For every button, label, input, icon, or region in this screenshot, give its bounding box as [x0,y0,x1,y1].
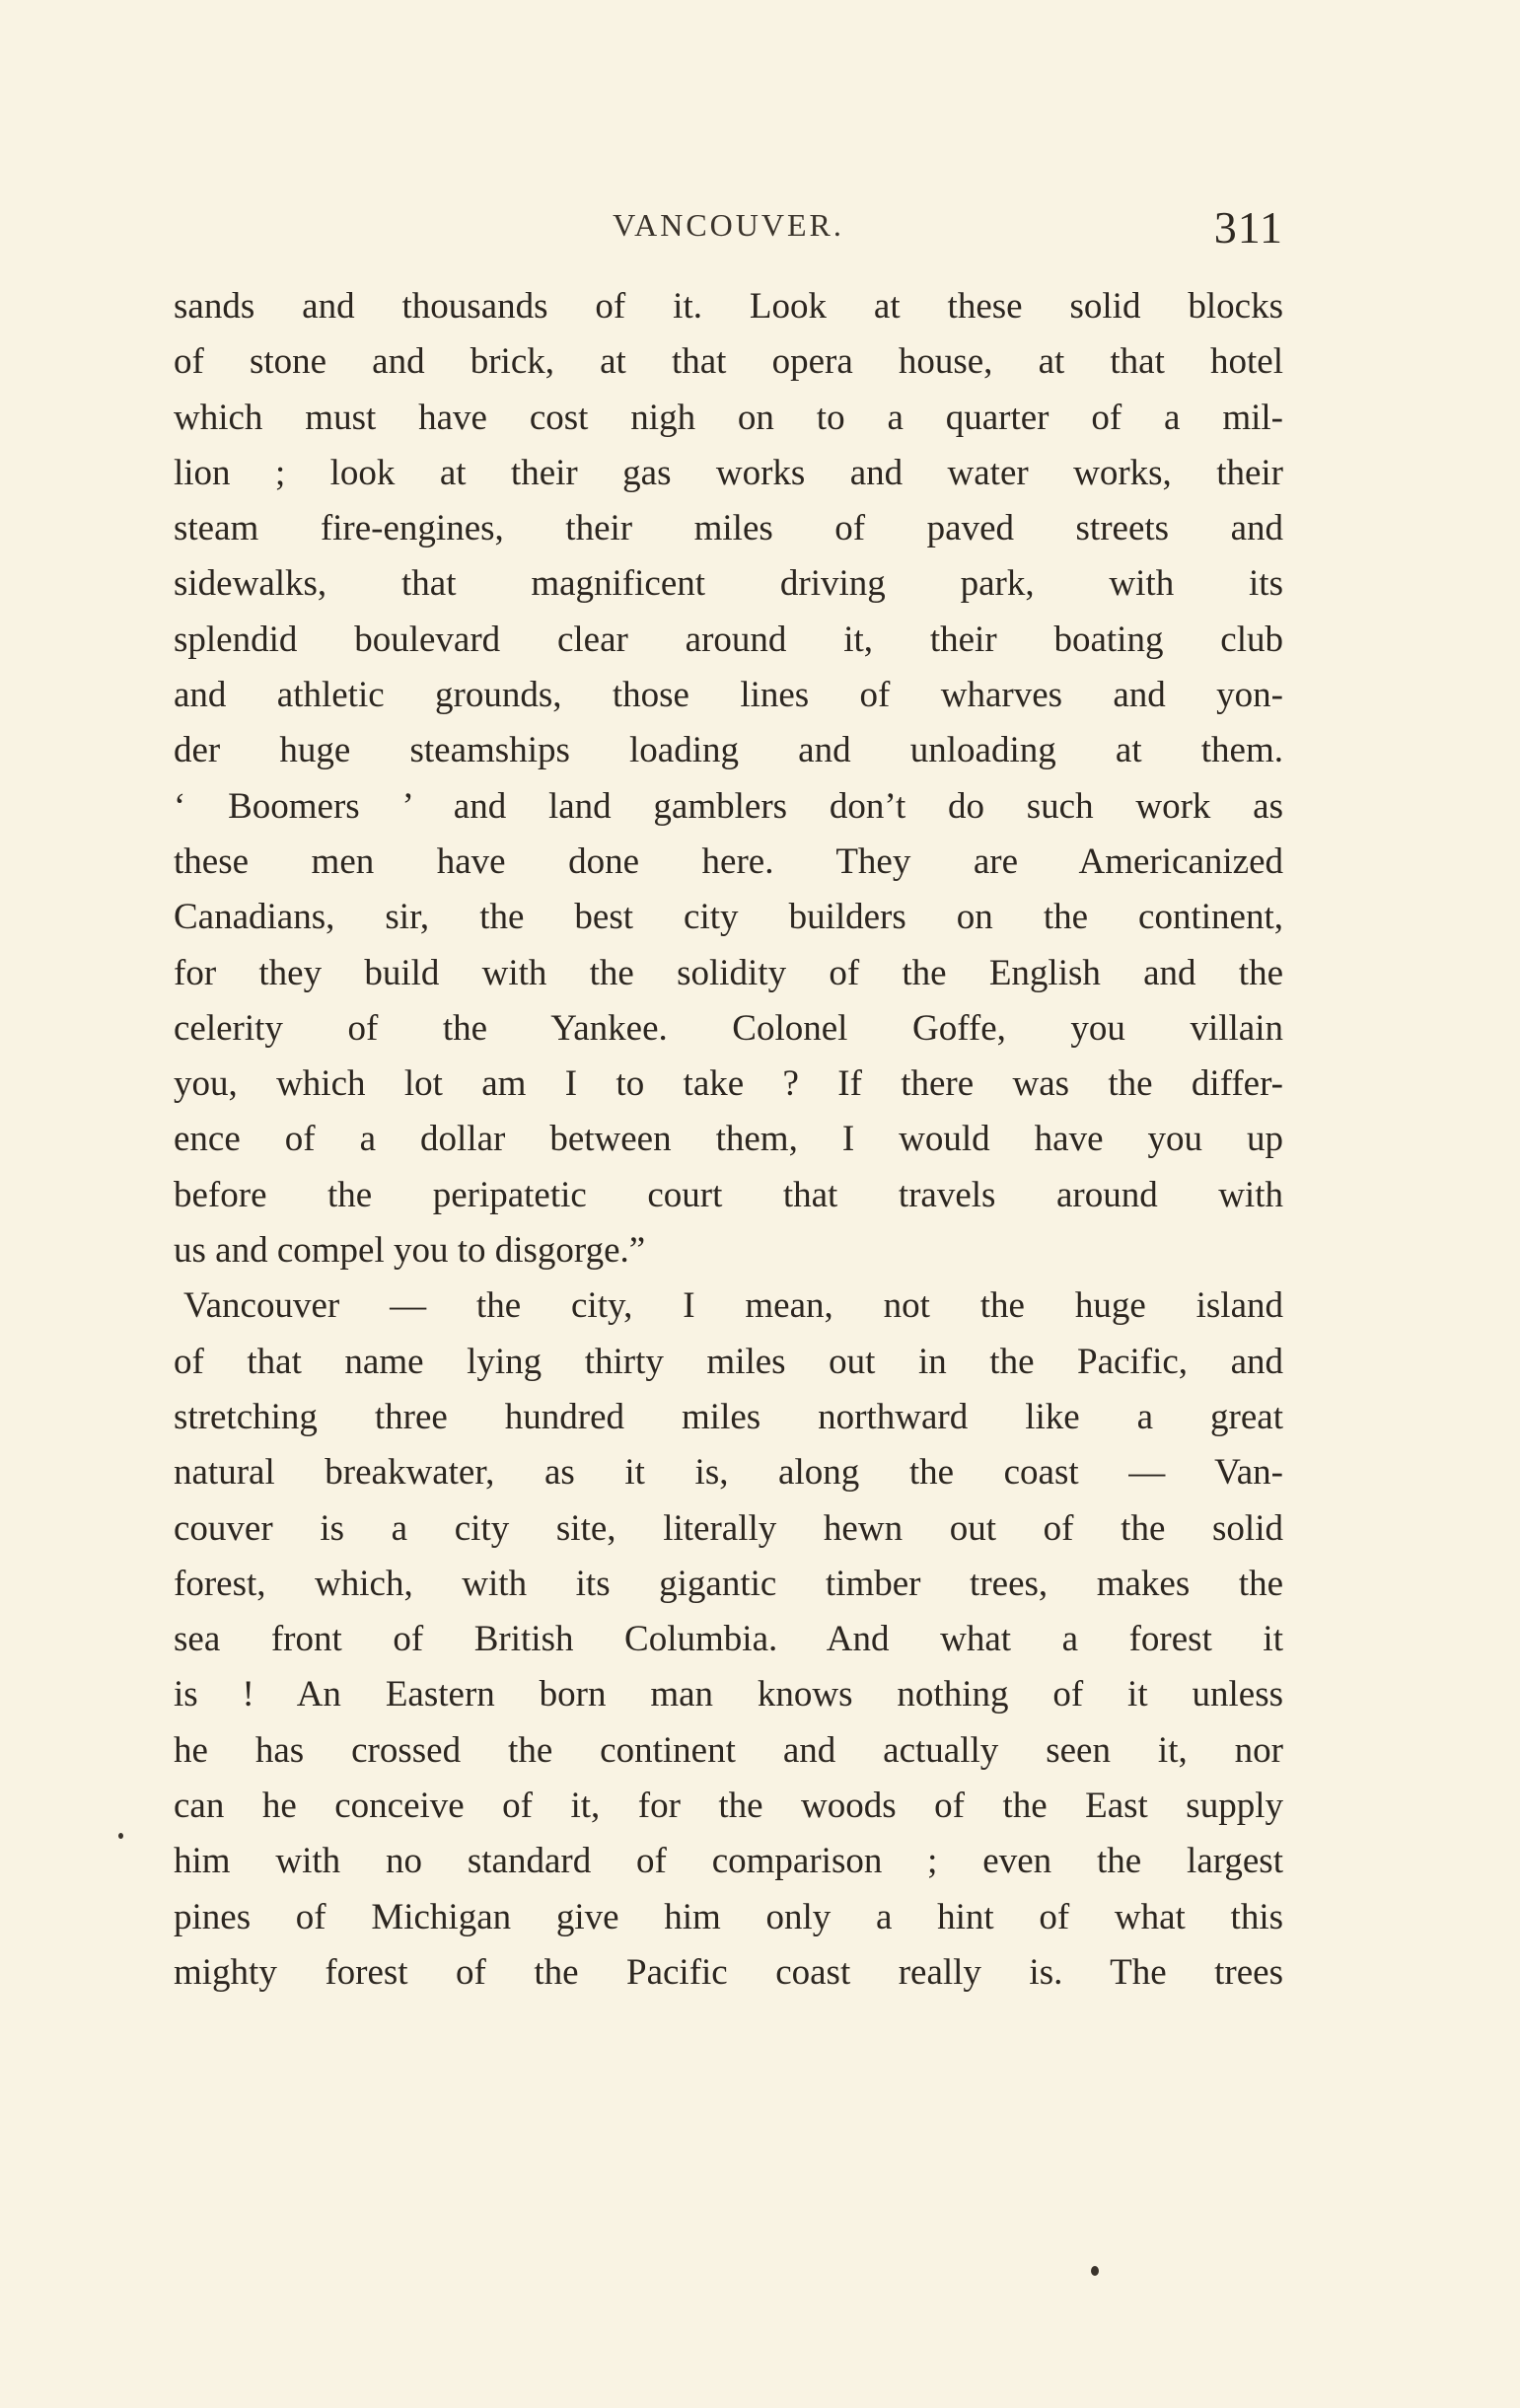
text-line: sands and thousands of it. Look at these solid blocks [174,286,1283,327]
text-line-paragraph-end: us and compel you to disgorge.” [174,1230,646,1272]
text-line: sidewalks, that magnificent driving park, with its [174,563,1283,605]
text-line: Canadians, sir, the best city builders on the continent, [174,897,1283,938]
text-line: forest, which, with its gigantic timber trees, makes the [174,1563,1283,1604]
running-head [174,201,1283,260]
text-line: before the peripatetic court that travels around with [174,1174,1283,1215]
text-line: he has crossed the continent and actually seen it, nor [174,1729,1283,1771]
text-line: which must have cost nigh on to a quarter of a mil- [174,397,1283,438]
text-line: splendid boulevard clear around it, their boating club [174,619,1283,660]
text-line: sea front of British Columbia. And what a forest it [174,1619,1283,1660]
text-line: pines of Michigan give him only a hint of what this [174,1896,1283,1937]
text-line: these men have done here. They are Americanized [174,840,1283,882]
text-line: is ! An Eastern born man knows nothing of it unless [174,1674,1283,1715]
text-line: natural breakwater, as it is, along the coast — Van- [174,1452,1283,1494]
page-number: 311 [1213,202,1283,253]
text-line: celerity of the Yankee. Colonel Goffe, you villain [174,1007,1283,1049]
text-line: couver is a city site, literally hewn out of the solid [174,1507,1283,1549]
text-line-paragraph-start: Vancouver — the city, I mean, not the huge island [183,1285,1283,1327]
text-line: lion ; look at their gas works and water works, their [174,452,1283,493]
text-line: him with no standard of comparison ; even the largest [174,1841,1283,1882]
text-line: and athletic grounds, those lines of wharves and yon- [174,675,1283,716]
text-line: you, which lot am I to take ? If there was the differ- [174,1063,1283,1105]
body-text [174,279,1283,2001]
text-line: of that name lying thirty miles out in the Pacific, and [174,1341,1283,1382]
running-title: VANCOUVER. [613,207,844,243]
text-line: for they build with the solidity of the English and the [174,952,1283,993]
text-line: steam fire-engines, their miles of paved streets and [174,508,1283,549]
ink-speck [1091,2266,1099,2276]
text-line: stretching three hundred miles northward like a great [174,1396,1283,1437]
text-line: der huge steamships loading and unloading at them. [174,730,1283,771]
text-line: can he conceive of it, for the woods of the East supply [174,1786,1283,1827]
ink-speck [118,1833,123,1839]
text-line: mighty forest of the Pacific coast really is. The trees [174,1951,1283,1993]
text-line: ‘ Boomers ’ and land gamblers don’t do such work as [174,785,1283,827]
text-line: ence of a dollar between them, I would have you up [174,1119,1283,1160]
text-line: of stone and brick, at that opera house, at that hotel [174,341,1283,383]
